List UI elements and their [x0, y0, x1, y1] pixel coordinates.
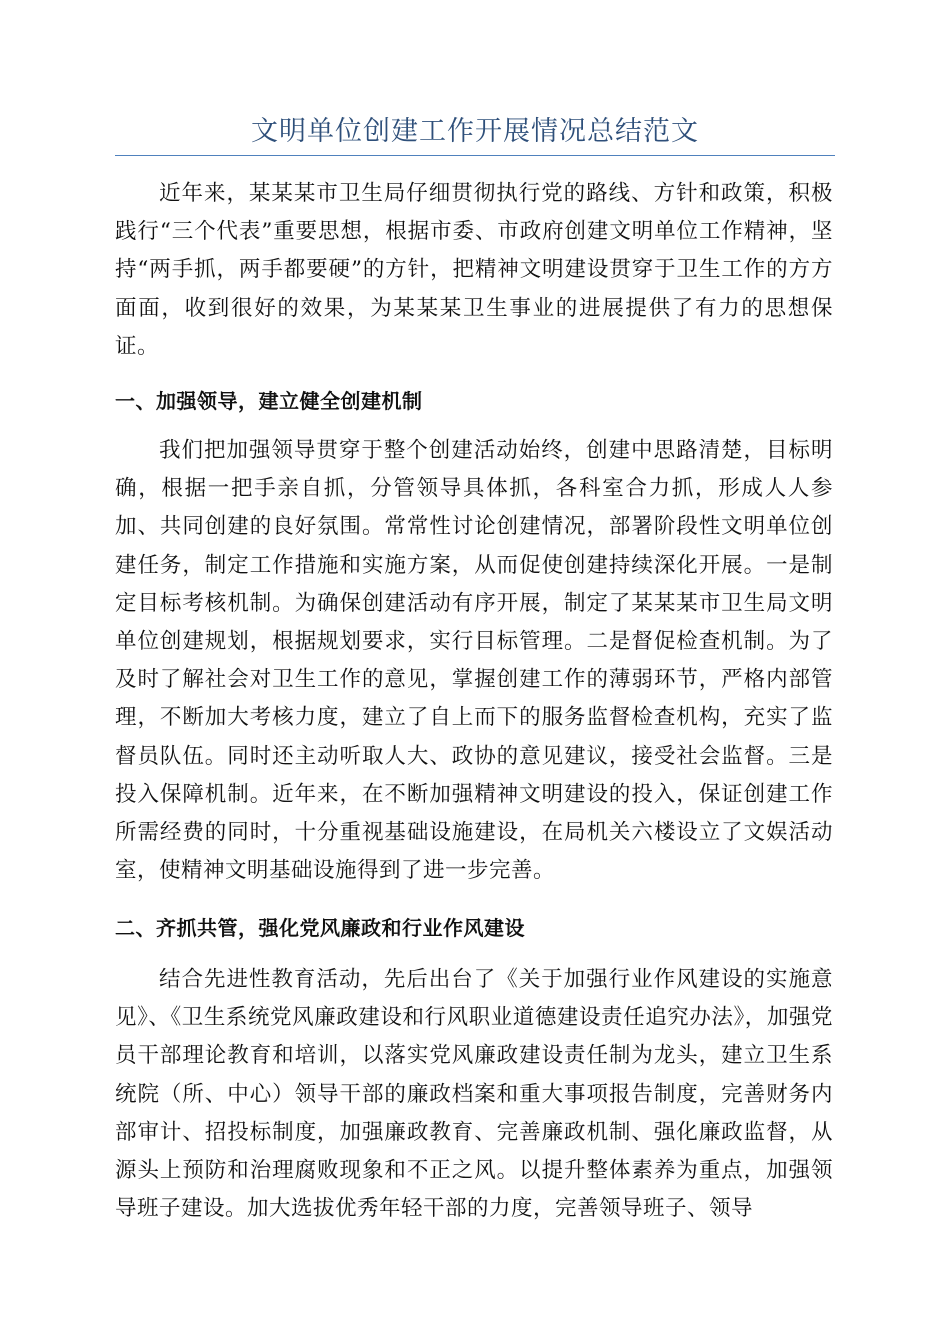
section-heading: 一、加强领导，建立健全创建机制 — [115, 389, 423, 413]
intro-paragraph: 近年来，某某某市卫生局仔细贯彻执行党的路线、方针和政策，积极践行“三个代表”重要思想，根据市委、市政府创建文明单位工作精神，坚持“两手抓，两手都要硬”的方针，把精神文明建设贯穿于卫生工作的方方面面，收到很好的效果，为某某某卫生事业的进展提供了有力的思想保证。 — [115, 181, 833, 359]
section-2-body-block — [115, 961, 833, 1228]
title-underline — [115, 155, 835, 156]
section-1-body-block — [115, 432, 833, 890]
section-paragraph: 我们把加强领导贯穿于整个创建活动始终，创建中思路清楚，目标明确，根据一把手亲自抓，分管领导具体抓，各科室合力抓，形成人人参加、共同创建的良好氛围。常常性讨论创建情况，部署阶段性文明单位创建任务，制定工作措施和实施方案，从而促使创建持续深化开展。一是制定目标考核机制。为确保创建活动有序开展，制定了某某某市卫生局文明单位创建规划，根据规划要求，实行目标管理。二是督促检查机制。为了及时了解社会对卫生工作的意见，掌握创建工作的薄弱环节，严格内部管理，不断加大考核力度，建立了自上而下的服务监督检查机构，充实了监督员队伍。同时还主动听取人大、政协的意见建议，接受社会监督。三是投入保障机制。近年来，在不断加强精神文明建设的投入，保证创建工作所需经费的同时，十分重视基础设施建设，在局机关六楼设立了文娱活动室，使精神文明基础设施得到了进一步完善。 — [115, 438, 833, 884]
intro-block — [115, 175, 833, 366]
section-heading: 二、齐抓共管，强化党风廉政和行业作风建设 — [115, 916, 525, 940]
section-2-heading-block — [115, 913, 833, 943]
section-paragraph: 结合先进性教育活动，先后出台了《关于加强行业作风建设的实施意见》、《卫生系统党风廉政建设和行风职业道德建设责任追究办法》，加强党员干部理论教育和培训，以落实党风廉政建设责任制为龙头，建立卫生系统院（所、中心）领导干部的廉政档案和重大事项报告制度，完善财务内部审计、招投标制度，加强廉政教育、完善廉政机制、强化廉政监督，从源头上预防和治理腐败现象和不正之风。以提升整体素养为重点，加强领导班子建设。加大选拔优秀年轻干部的力度，完善领导班子、领导 — [115, 967, 833, 1222]
section-1-heading-block — [115, 386, 833, 416]
document-title: 文明单位创建工作开展情况总结范文 — [251, 116, 699, 147]
